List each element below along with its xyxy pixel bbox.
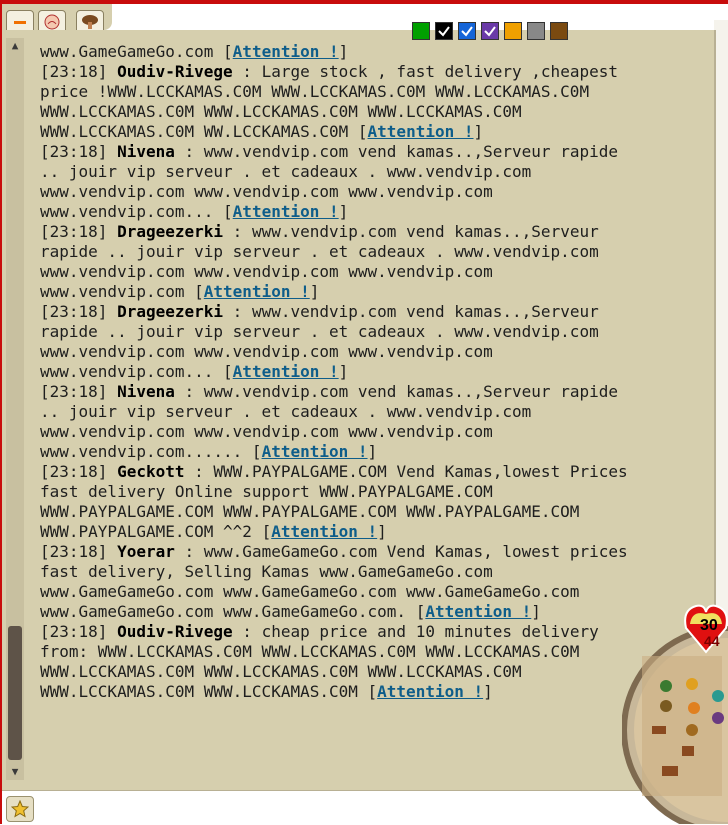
chat-log [40, 42, 630, 702]
channel-filter-black[interactable] [435, 22, 453, 40]
attention-link[interactable]: Attention ! [232, 42, 339, 61]
attention-link[interactable]: Attention ! [367, 122, 474, 141]
life-points-heart[interactable] [684, 602, 728, 654]
message-nick[interactable]: Oudiv-Rivege [117, 622, 233, 641]
minimap[interactable] [622, 626, 728, 824]
channel-filter-orange[interactable] [504, 22, 522, 40]
mushroom-icon [81, 14, 99, 30]
message-text: : www.GameGameGo.com Vend Kamas, lowest prices fast delivery, Selling Kamas www.GameGameGo.com www.GameGameGo.com www.GameGameGo.com www.GameGameGo.com www.GameGameGo.com www.GameGameGo.com. [40, 542, 628, 621]
chat-message: www.GameGameGo.com [Attention !] [40, 42, 349, 61]
checkmark-icon [437, 25, 451, 37]
chat-message: [23:18] Oudiv-Rivege : Large stock , fast delivery ,cheapest price !WWW.LCCKAMAS.C0M WWW.LCCKAMAS.C0M WWW.LCCKAMAS.C0M WWW.LCCKAMAS.C0M WWW.LCCKAMAS.C0M WWW.LCCKAMAS.C0M WWW.LCCKAMAS.C0M WW.LCCKAMAS.C0M [Attention !] [40, 62, 618, 141]
chat-message: [23:18] Drageezerki : www.vendvip.com vend kamas..,Serveur rapide .. jouir vip serveur . et cadeaux . www.vendvip.com www.vendvip.com www.vendvip.com www.vendvip.com www.vendvip.com... [Attention !] [40, 302, 599, 381]
life-value: 30 [700, 617, 718, 634]
message-time: [23:18] [40, 142, 108, 161]
checkmark-icon [460, 25, 474, 37]
minimap-map[interactable] [622, 626, 728, 824]
message-text: : www.vendvip.com vend kamas..,Serveur rapide .. jouir vip serveur . et cadeaux . www.vendvip.com www.vendvip.com www.vendvip.com www.vendvip.com www.vendvip.com...... [40, 382, 618, 461]
chat-message: [23:18] Yoerar : www.GameGameGo.com Vend Kamas, lowest prices fast delivery, Selling Kamas www.GameGameGo.com www.GameGameGo.com www.GameGameGo.com www.GameGameGo.com www.GameGameGo.com www.GameGameGo.com. [Attention !] [40, 542, 628, 621]
star-icon [11, 800, 29, 818]
message-time: [23:18] [40, 62, 108, 81]
message-text: : Large stock , fast delivery ,cheapest price !WWW.LCCKAMAS.C0M WWW.LCCKAMAS.C0M WWW.LCCKAMAS.C0M WWW.LCCKAMAS.C0M WWW.LCCKAMAS.C0M WWW.LCCKAMAS.C0M WWW.LCCKAMAS.C0M WW.LCCKAMAS.C0M [40, 62, 618, 141]
attention-link[interactable]: Attention ! [232, 362, 339, 381]
favorites-button[interactable] [6, 796, 34, 822]
channel-filter-blue[interactable] [458, 22, 476, 40]
scroll-down-arrow-icon[interactable]: ▼ [11, 765, 19, 778]
chat-message: [23:18] Oudiv-Rivege : cheap price and 10 minutes delivery from: WWW.LCCKAMAS.C0M WWW.LCCKAMAS.C0M WWW.LCCKAMAS.C0M WWW.LCCKAMAS.C0M WWW.LCCKAMAS.C0M WWW.LCCKAMAS.C0M WWW.LCCKAMAS.C0M WWW.LCCKAMAS.C0M [Attention !] [40, 622, 599, 701]
chat-tab-bar [2, 4, 112, 30]
message-text: : www.vendvip.com vend kamas..,Serveur rapide .. jouir vip serveur . et cadeaux . www.vendvip.com www.vendvip.com www.vendvip.com www.vendvip.com www.vendvip.com... [40, 142, 618, 221]
chat-message: [23:18] Geckott : WWW.PAYPALGAME.COM Vend Kamas,lowest Prices fast delivery Online support WWW.PAYPALGAME.COM WWW.PAYPALGAME.COM WWW.PAYPALGAME.COM WWW.PAYPALGAME.COM WWW.PAYPALGAME.COM ^^2 [Attention !] [40, 462, 628, 541]
message-nick[interactable]: Nivena [117, 382, 175, 401]
chat-scrollbar[interactable] [6, 38, 24, 780]
message-text: : WWW.PAYPALGAME.COM Vend Kamas,lowest Prices fast delivery Online support WWW.PAYPALGAME.COM WWW.PAYPALGAME.COM WWW.PAYPALGAME.COM WWW.PAYPALGAME.COM WWW.PAYPALGAME.COM ^^2 [40, 462, 628, 541]
message-nick[interactable]: Yoerar [117, 542, 175, 561]
chat-input-row[interactable] [2, 790, 714, 825]
message-text: : www.vendvip.com vend kamas..,Serveur rapide .. jouir vip serveur . et cadeaux . www.vendvip.com www.vendvip.com www.vendvip.com www.vendvip.com www.vendvip.com [40, 222, 599, 301]
message-text: www.GameGameGo.com [40, 42, 224, 61]
message-time: [23:18] [40, 622, 108, 641]
message-text: : www.vendvip.com vend kamas..,Serveur rapide .. jouir vip serveur . et cadeaux . www.vendvip.com www.vendvip.com www.vendvip.com www.vendvip.com www.vendvip.com... [40, 302, 599, 381]
message-nick[interactable]: Drageezerki [117, 302, 224, 321]
message-time: [23:18] [40, 542, 108, 561]
life-max-value: 44 [704, 633, 720, 649]
chat-message: [23:18] Nivena : www.vendvip.com vend kamas..,Serveur rapide .. jouir vip serveur . et cadeaux . www.vendvip.com www.vendvip.com www.vendvip.com www.vendvip.com www.vendvip.com... [Attention !] [40, 142, 618, 221]
chat-message: [23:18] Nivena : www.vendvip.com vend kamas..,Serveur rapide .. jouir vip serveur . et cadeaux . www.vendvip.com www.vendvip.com www.vendvip.com www.vendvip.com www.vendvip.com...... [Attention !] [40, 382, 618, 461]
channel-filters [412, 22, 568, 40]
attention-link[interactable]: Attention ! [203, 282, 310, 301]
message-time: [23:18] [40, 302, 108, 321]
channel-filter-gray[interactable] [527, 22, 545, 40]
minus-icon [13, 17, 27, 27]
attention-link[interactable]: Attention ! [261, 442, 368, 461]
message-nick[interactable]: Geckott [117, 462, 185, 481]
message-nick[interactable]: Drageezerki [117, 222, 224, 241]
scroll-up-arrow-icon[interactable]: ▲ [11, 39, 19, 52]
message-time: [23:18] [40, 222, 108, 241]
attention-link[interactable]: Attention ! [232, 202, 339, 221]
attention-link[interactable]: Attention ! [425, 602, 532, 621]
message-time: [23:18] [40, 382, 108, 401]
message-text: : cheap price and 10 minutes delivery from: WWW.LCCKAMAS.C0M WWW.LCCKAMAS.C0M WWW.LCCKAMAS.C0M WWW.LCCKAMAS.C0M WWW.LCCKAMAS.C0M WWW.LCCKAMAS.C0M WWW.LCCKAMAS.C0M WWW.LCCKAMAS.C0M [40, 622, 599, 701]
scrollbar-thumb[interactable] [8, 626, 22, 760]
message-time: [23:18] [40, 462, 108, 481]
message-nick[interactable]: Oudiv-Rivege [117, 62, 233, 81]
attention-link[interactable]: Attention ! [271, 522, 378, 541]
heart-icon [684, 602, 728, 654]
chat-message: [23:18] Drageezerki : www.vendvip.com vend kamas..,Serveur rapide .. jouir vip serveur . et cadeaux . www.vendvip.com www.vendvip.com www.vendvip.com www.vendvip.com www.vendvip.com [Attention !] [40, 222, 599, 301]
emote-face-icon [43, 14, 61, 30]
channel-filter-purple[interactable] [481, 22, 499, 40]
channel-filter-green[interactable] [412, 22, 430, 40]
checkmark-icon [483, 25, 497, 37]
message-nick[interactable]: Nivena [117, 142, 175, 161]
channel-filter-brown[interactable] [550, 22, 568, 40]
attention-link[interactable]: Attention ! [377, 682, 484, 701]
